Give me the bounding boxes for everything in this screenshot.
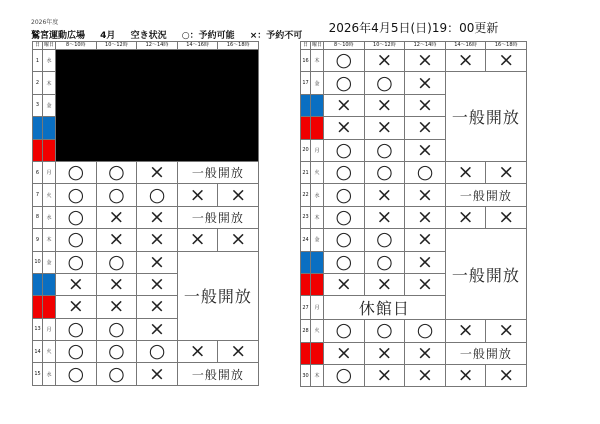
day-cell: 14 (33, 341, 43, 363)
table-row (301, 229, 527, 251)
table-row (301, 50, 527, 72)
weekday-cell: 日 (43, 296, 56, 318)
weekday-cell: 月 (311, 139, 324, 161)
available-mark: ○ (96, 318, 137, 340)
table-row (33, 251, 259, 273)
day-cell: 23 (301, 206, 311, 228)
available-mark: ○ (96, 161, 137, 183)
available-mark: ○ (324, 229, 365, 251)
unavailable-mark: × (96, 273, 137, 295)
available-mark: ○ (56, 184, 97, 206)
unavailable-mark: × (56, 296, 97, 318)
available-mark: ○ (405, 320, 446, 342)
day-cell: 24 (301, 229, 311, 251)
status-label: 空き状況 (130, 31, 167, 41)
column-header: 14～16時 (177, 42, 218, 50)
unavailable-mark: × (486, 161, 527, 183)
unavailable-mark: × (177, 229, 218, 251)
month: 4月 (100, 31, 116, 41)
unavailable-mark: × (405, 273, 446, 295)
available-mark: ○ (324, 72, 365, 94)
available-mark: ○ (324, 206, 365, 228)
unavailable-mark: × (486, 320, 527, 342)
weekday-cell: 月 (43, 318, 56, 340)
weekday-cell: 水 (43, 50, 56, 72)
legend-unavailable: ×：予約不可 (249, 31, 303, 41)
column-header: 8～10時 (324, 42, 365, 50)
public-open-label: 一般開放 (177, 161, 258, 183)
available-mark: ○ (364, 251, 405, 273)
header-row (301, 42, 527, 50)
unavailable-mark: × (218, 229, 259, 251)
public-open-label: 一般開放 (445, 72, 526, 162)
day-cell: 11 (33, 273, 43, 295)
unavailable-mark: × (405, 94, 446, 116)
weekday-cell: 月 (43, 161, 56, 183)
unavailable-mark: × (177, 341, 218, 363)
available-mark: ○ (56, 229, 97, 251)
available-mark: ○ (324, 320, 365, 342)
day-cell: 3 (33, 94, 43, 116)
available-mark: ○ (324, 251, 365, 273)
unavailable-mark: × (137, 363, 178, 385)
unavailable-mark: × (96, 206, 137, 228)
weekday-cell: 日 (311, 273, 324, 295)
unavailable-mark: × (218, 184, 259, 206)
unavailable-mark: × (445, 206, 486, 228)
unavailable-mark: × (137, 161, 178, 183)
weekday-cell: 木 (311, 206, 324, 228)
unavailable-mark: × (364, 94, 405, 116)
unavailable-mark: × (445, 161, 486, 183)
unavailable-mark: × (96, 296, 137, 318)
header-row (33, 42, 259, 50)
table-row (301, 320, 527, 342)
day-cell: 12 (33, 296, 43, 318)
column-header: 14～16時 (445, 42, 486, 50)
table-row (33, 229, 259, 251)
weekday-cell: 日 (311, 117, 324, 139)
weekday-cell: 水 (43, 363, 56, 385)
public-open-label: 一般開放 (445, 184, 526, 206)
unavailable-mark: × (405, 184, 446, 206)
day-cell: 22 (301, 184, 311, 206)
column-header: 16～18時 (486, 42, 527, 50)
available-mark: ○ (96, 184, 137, 206)
column-header: 日 (33, 42, 43, 50)
day-cell: 13 (33, 318, 43, 340)
unavailable-mark: × (405, 72, 446, 94)
weekday-cell: 水 (311, 342, 324, 364)
unavailable-mark: × (445, 50, 486, 72)
column-header: 12～14時 (137, 42, 178, 50)
public-open-label: 一般開放 (445, 342, 526, 364)
closed-block (56, 50, 259, 162)
unavailable-mark: × (218, 341, 259, 363)
weekday-cell: 木 (311, 50, 324, 72)
table-row (33, 161, 259, 183)
weekday-cell: 日 (43, 139, 56, 161)
weekday-cell: 金 (311, 229, 324, 251)
unavailable-mark: × (486, 206, 527, 228)
available-mark: ○ (137, 341, 178, 363)
unavailable-mark: × (364, 365, 405, 387)
unavailable-mark: × (405, 365, 446, 387)
table-row (33, 341, 259, 363)
unavailable-mark: × (486, 50, 527, 72)
available-mark: ○ (137, 184, 178, 206)
public-open-label: 一般開放 (177, 206, 258, 228)
day-cell: 20 (301, 139, 311, 161)
unavailable-mark: × (137, 251, 178, 273)
table-row (33, 184, 259, 206)
unavailable-mark: × (405, 117, 446, 139)
available-mark: ○ (364, 229, 405, 251)
unavailable-mark: × (364, 184, 405, 206)
day-cell: 30 (301, 365, 311, 387)
weekday-cell: 土 (311, 251, 324, 273)
available-mark: ○ (405, 161, 446, 183)
availability-table-1-15 (32, 41, 259, 386)
facility-name: 鷲宮運動広場 (31, 31, 86, 41)
weekday-cell: 土 (43, 117, 56, 139)
day-cell: 2 (33, 72, 43, 94)
table-row (301, 342, 527, 364)
day-cell: 15 (33, 363, 43, 385)
weekday-cell: 金 (311, 72, 324, 94)
weekday-cell: 木 (311, 365, 324, 387)
available-mark: ○ (364, 320, 405, 342)
day-cell: 16 (301, 50, 311, 72)
unavailable-mark: × (324, 342, 365, 364)
weekday-cell: 火 (43, 184, 56, 206)
weekday-cell: 金 (43, 94, 56, 116)
day-cell: 7 (33, 184, 43, 206)
unavailable-mark: × (364, 206, 405, 228)
updated-timestamp: 2026年4月5日(日)19：00更新 (328, 21, 499, 35)
available-mark: ○ (56, 341, 97, 363)
table-row (301, 72, 527, 94)
unavailable-mark: × (324, 273, 365, 295)
available-mark: ○ (96, 341, 137, 363)
day-cell: 8 (33, 206, 43, 228)
public-open-label: 一般開放 (177, 363, 258, 385)
unavailable-mark: × (405, 229, 446, 251)
weekday-cell: 土 (43, 273, 56, 295)
day-cell: 19 (301, 117, 311, 139)
weekday-cell: 金 (43, 251, 56, 273)
unavailable-mark: × (324, 117, 365, 139)
unavailable-mark: × (405, 50, 446, 72)
day-cell: 5 (33, 139, 43, 161)
column-header: 8～10時 (56, 42, 97, 50)
unavailable-mark: × (364, 50, 405, 72)
column-header: 日 (301, 42, 311, 50)
available-mark: ○ (364, 72, 405, 94)
weekday-cell: 火 (311, 161, 324, 183)
table-row (301, 206, 527, 228)
available-mark: ○ (96, 251, 137, 273)
availability-table-16-30 (300, 41, 527, 387)
table-row (33, 50, 259, 72)
table-row (301, 184, 527, 206)
day-cell: 26 (301, 273, 311, 295)
unavailable-mark: × (137, 273, 178, 295)
weekday-cell: 木 (43, 72, 56, 94)
unavailable-mark: × (137, 229, 178, 251)
column-header: 曜日 (43, 42, 54, 48)
table-row (33, 363, 259, 385)
weekday-cell: 土 (311, 94, 324, 116)
page-title (31, 28, 314, 41)
unavailable-mark: × (96, 229, 137, 251)
unavailable-mark: × (405, 251, 446, 273)
day-cell: 6 (33, 161, 43, 183)
fiscal-year: 2026年度 (31, 19, 59, 26)
weekday-cell: 火 (311, 320, 324, 342)
closed-day-label: 休館日 (324, 296, 446, 320)
column-header: 曜日 (311, 42, 322, 48)
unavailable-mark: × (137, 206, 178, 228)
unavailable-mark: × (486, 365, 527, 387)
weekday-cell: 月 (311, 296, 324, 320)
day-cell: 1 (33, 50, 43, 72)
unavailable-mark: × (177, 184, 218, 206)
day-cell: 27 (301, 296, 311, 320)
available-mark: ○ (56, 251, 97, 273)
available-mark: ○ (96, 363, 137, 385)
day-cell: 9 (33, 229, 43, 251)
available-mark: ○ (324, 50, 365, 72)
table-row (33, 206, 259, 228)
unavailable-mark: × (324, 94, 365, 116)
unavailable-mark: × (364, 273, 405, 295)
unavailable-mark: × (137, 318, 178, 340)
unavailable-mark: × (56, 273, 97, 295)
available-mark: ○ (56, 161, 97, 183)
unavailable-mark: × (364, 342, 405, 364)
day-cell: 10 (33, 251, 43, 273)
unavailable-mark: × (405, 206, 446, 228)
day-cell: 28 (301, 320, 311, 342)
weekday-cell: 火 (43, 341, 56, 363)
available-mark: ○ (324, 365, 365, 387)
day-cell: 4 (33, 117, 43, 139)
available-mark: ○ (56, 363, 97, 385)
available-mark: ○ (324, 184, 365, 206)
day-cell: 29 (301, 342, 311, 364)
available-mark: ○ (56, 318, 97, 340)
day-cell: 17 (301, 72, 311, 94)
table-row (301, 161, 527, 183)
public-open-label: 一般開放 (445, 229, 526, 320)
day-cell: 21 (301, 161, 311, 183)
day-cell: 25 (301, 251, 311, 273)
column-header: 10～12時 (364, 42, 405, 50)
column-header: 10～12時 (96, 42, 137, 50)
legend-available: ○：予約可能 (181, 31, 235, 41)
available-mark: ○ (324, 139, 365, 161)
weekday-cell: 木 (43, 229, 56, 251)
column-header: 12～14時 (405, 42, 446, 50)
weekday-cell: 水 (311, 184, 324, 206)
unavailable-mark: × (445, 320, 486, 342)
unavailable-mark: × (445, 365, 486, 387)
unavailable-mark: × (364, 117, 405, 139)
available-mark: ○ (364, 161, 405, 183)
weekday-cell: 水 (43, 206, 56, 228)
table-row (301, 365, 527, 387)
day-cell: 18 (301, 94, 311, 116)
unavailable-mark: × (405, 342, 446, 364)
available-mark: ○ (56, 206, 97, 228)
unavailable-mark: × (137, 296, 178, 318)
public-open-label: 一般開放 (177, 251, 258, 341)
available-mark: ○ (364, 139, 405, 161)
column-header: 16～18時 (218, 42, 259, 50)
unavailable-mark: × (405, 139, 446, 161)
available-mark: ○ (324, 161, 365, 183)
